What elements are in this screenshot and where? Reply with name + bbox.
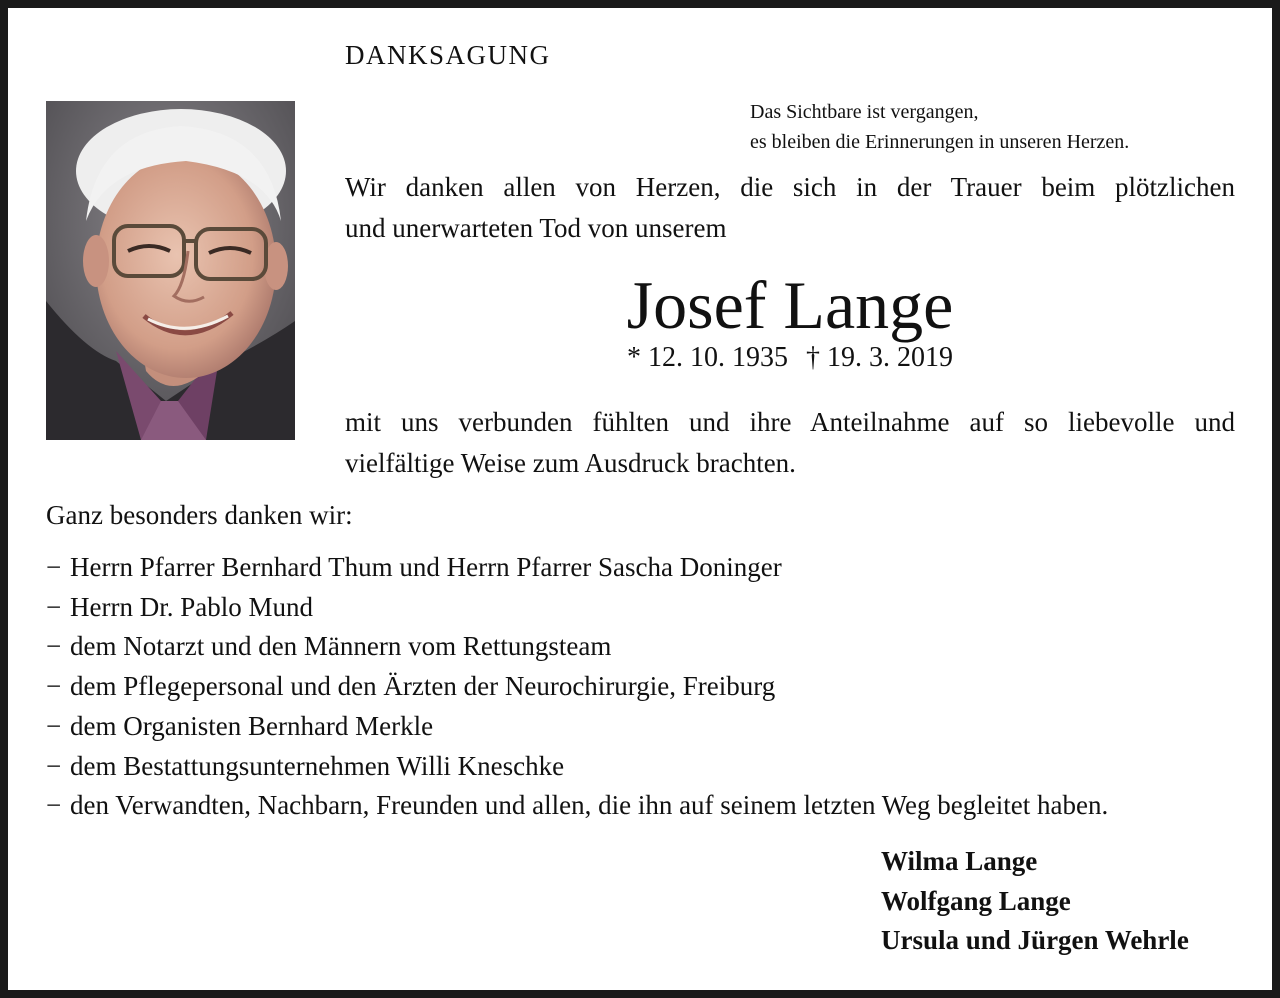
list-item-text: Herrn Pfarrer Bernhard Thum und Herrn Pfarrer Sascha Doninger bbox=[70, 552, 782, 582]
list-item-text: dem Pflegepersonal und den Ärzten der Neurochirurgie, Freiburg bbox=[70, 671, 776, 702]
signatures bbox=[881, 842, 1189, 961]
list-item-text: dem Organisten Bernhard Merkle bbox=[70, 710, 434, 741]
intro-line: Wir danken allen von Herzen, die sich in der Trauer beim plötzlichen bbox=[345, 172, 1235, 202]
list-item bbox=[46, 588, 1108, 628]
motto-line: es bleiben die Erinnerungen in unseren Herzen. bbox=[750, 131, 1130, 153]
thanks-intro: Ganz besonders danken wir: bbox=[46, 500, 353, 530]
intro-line: und unerwarteten Tod von unserem bbox=[345, 213, 727, 243]
continuation-paragraph bbox=[345, 402, 1235, 484]
list-dash: − bbox=[46, 552, 62, 582]
list-dash: − bbox=[46, 790, 62, 821]
motto-line: Das Sichtbare ist vergangen, bbox=[750, 101, 979, 123]
life-dates bbox=[345, 342, 1235, 374]
list-item bbox=[46, 747, 1108, 787]
intro-paragraph bbox=[345, 167, 1235, 249]
birth-date: * 12. 10. 1935 bbox=[627, 342, 788, 373]
list-dash: − bbox=[46, 591, 62, 622]
death-date: † 19. 3. 2019 bbox=[806, 342, 953, 373]
portrait-photo bbox=[46, 101, 295, 440]
signature-name: Ursula und Jürgen Wehrle bbox=[881, 925, 1189, 955]
notice-heading: DANKSAGUNG bbox=[345, 40, 551, 70]
list-item bbox=[46, 667, 1108, 707]
list-item-text: dem Notarzt und den Männern vom Rettungsteam bbox=[70, 631, 612, 662]
thanks-list bbox=[46, 548, 1108, 826]
motto bbox=[750, 97, 1129, 157]
list-item bbox=[46, 548, 1108, 588]
signature-name: Wolfgang Lange bbox=[881, 885, 1071, 916]
signature-name: Wilma Lange bbox=[881, 846, 1038, 876]
continuation-line: vielfältige Weise zum Ausdruck brachten. bbox=[345, 448, 796, 478]
list-item bbox=[46, 786, 1108, 826]
list-item bbox=[46, 707, 1108, 747]
list-dash: − bbox=[46, 710, 62, 741]
list-item-text: dem Bestattungsunternehmen Willi Kneschke bbox=[70, 750, 565, 781]
portrait-illustration bbox=[46, 101, 295, 440]
list-dash: − bbox=[46, 750, 62, 781]
list-item-text: den Verwandten, Nachbarn, Freunden und allen, die ihn auf seinem letzten Weg begleitet haben. bbox=[70, 790, 1109, 821]
list-item-text: Herrn Dr. Pablo Mund bbox=[70, 591, 313, 622]
list-dash: − bbox=[46, 631, 62, 662]
list-item bbox=[46, 627, 1108, 667]
continuation-line: mit uns verbunden fühlten und ihre Anteilnahme auf so liebevolle und bbox=[345, 407, 1235, 437]
list-dash: − bbox=[46, 671, 62, 702]
deceased-name: Josef Lange bbox=[626, 267, 954, 343]
